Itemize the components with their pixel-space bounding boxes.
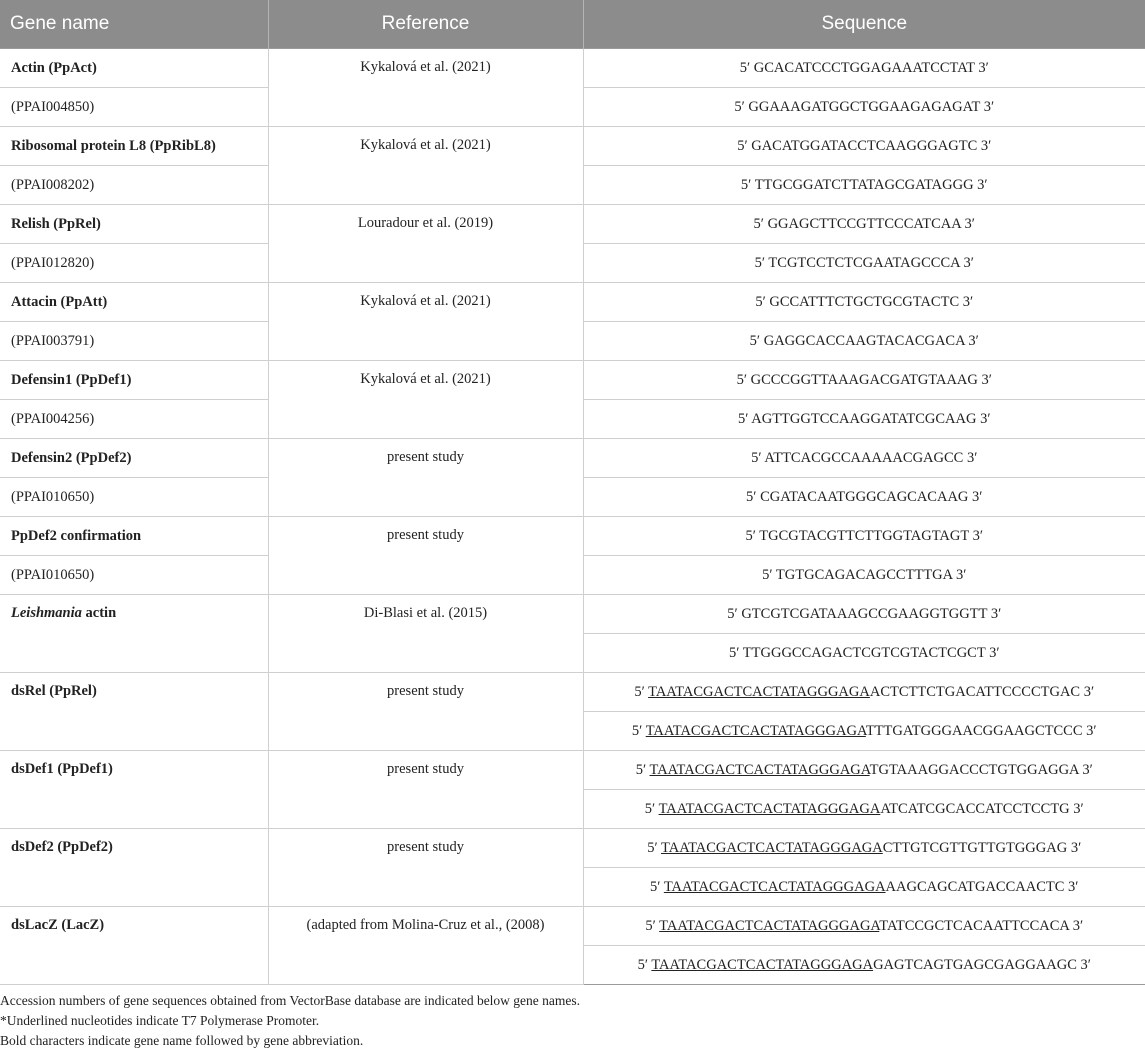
gene-name-rest: actin (81, 605, 117, 621)
sequence-text: GGAGCTTCCGTTCCCATCAA (767, 215, 961, 232)
sequence-text: TTGCGGATCTTATAGCGATAGGG (754, 176, 974, 193)
sequence-cell: 5′ TCGTCCTCTCGAATAGCCCA 3′ (583, 244, 1145, 283)
accession-number: (PPAI010650) (0, 556, 268, 595)
footnote-underline: *Underlined nucleotides indicate T7 Polymerase Promoter. (0, 1013, 320, 1028)
sequence-cell: 5′ TAATACGACTCACTATAGGGAGATGTAAAGGACCCTGTGGAGGA 3′ (583, 751, 1145, 790)
reference-cell: Kykalová et al. (2021) (268, 49, 583, 127)
sequence-text: CGATACAATGGGCAGCACAAG (760, 488, 969, 505)
table-row (0, 517, 1145, 556)
sequence-text: AAGCAGCATGACCAACTC (885, 878, 1065, 895)
t7-promoter: TAATACGACTCACTATAGGGAGA (659, 917, 880, 934)
sequence-cell: 5′ TAATACGACTCACTATAGGGAGAACTCTTCTGACATTCCCCTGAC 3′ (583, 673, 1145, 712)
table-footnotes (0, 985, 1145, 1051)
accession-number: (PPAI004850) (0, 88, 268, 127)
gene-name: Relish (PpRel) (0, 205, 268, 244)
gene-name: dsDef1 (PpDef1) (0, 751, 268, 829)
table-row (0, 439, 1145, 478)
gene-name (0, 595, 268, 673)
sequence-cell: 5′ GGAGCTTCCGTTCCCATCAA 3′ (583, 205, 1145, 244)
header-reference: Reference (268, 0, 583, 49)
table-row (0, 205, 1145, 244)
reference-cell: Kykalová et al. (2021) (268, 283, 583, 361)
sequence-text: TGTGCAGACAGCCTTTGA (775, 566, 953, 583)
accession-number: (PPAI010650) (0, 478, 268, 517)
gene-name-italic: Leishmania (11, 605, 82, 621)
sequence-text: ACTCTTCTGACATTCCCCTGAC (869, 683, 1081, 700)
reference-cell: Di-Blasi et al. (2015) (268, 595, 583, 673)
t7-promoter: TAATACGACTCACTATAGGGAGA (648, 683, 870, 700)
footnote-accession: Accession numbers of gene sequences obtained from VectorBase database are indicated below gene names. (0, 993, 581, 1008)
sequence-cell: 5′ TAATACGACTCACTATAGGGAGAAAGCAGCATGACCAACTC 3′ (583, 868, 1145, 907)
table-row (0, 673, 1145, 712)
gene-name: Defensin2 (PpDef2) (0, 439, 268, 478)
t7-promoter: TAATACGACTCACTATAGGGAGA (661, 839, 883, 856)
table-row (0, 907, 1145, 946)
sequence-cell: 5′ TGTGCAGACAGCCTTTGA 3′ (583, 556, 1145, 595)
table-row (0, 127, 1145, 166)
accession-number: (PPAI003791) (0, 322, 268, 361)
sequence-cell: 5′ AGTTGGTCCAAGGATATCGCAAG 3′ (583, 400, 1145, 439)
table-header-row (0, 0, 1145, 49)
sequence-text: CTTGTCGTTGTTGTGGGAG (882, 839, 1068, 856)
sequence-cell: 5′ TAATACGACTCACTATAGGGAGAGAGTCAGTGAGCGAGGAAGC 3′ (583, 946, 1145, 985)
reference-cell: Kykalová et al. (2021) (268, 361, 583, 439)
footnote-bold: Bold characters indicate gene name followed by gene abbreviation. (0, 1033, 364, 1048)
sequence-text: GAGGCACCAAGTACACGACA (763, 332, 965, 349)
sequence-text: GCCATTTCTGCTGCGTACTC (769, 293, 960, 310)
table-row (0, 283, 1145, 322)
sequence-text: TTTGATGGGAACGGAAGCTCCC (865, 722, 1083, 739)
reference-cell: present study (268, 751, 583, 829)
accession-number: (PPAI004256) (0, 400, 268, 439)
header-sequence: Sequence (583, 0, 1145, 49)
sequence-cell: 5′ TAATACGACTCACTATAGGGAGATATCCGCTCACAATTCCACA 3′ (583, 907, 1145, 946)
sequence-text: TATCCGCTCACAATTCCACA (879, 917, 1070, 934)
sequence-text: TGTAAAGGACCCTGTGGAGGA (869, 761, 1079, 778)
table-row (0, 751, 1145, 790)
sequence-text: GGAAAGATGGCTGGAAGAGAGAT (748, 98, 981, 115)
sequence-text: ATTCACGCCAAAAACGAGCC (764, 449, 964, 466)
reference-cell: present study (268, 439, 583, 517)
sequence-text: GACATGGATACCTCAAGGGAGTC (751, 137, 978, 154)
gene-name: Actin (PpAct) (0, 49, 268, 88)
reference-cell: Kykalová et al. (2021) (268, 127, 583, 205)
gene-name: dsLacZ (LacZ) (0, 907, 268, 985)
sequence-text: TCGTCCTCTCGAATAGCCCA (768, 254, 960, 271)
table-row (0, 829, 1145, 868)
sequence-cell: 5′ TGCGTACGTTCTTGGTAGTAGT 3′ (583, 517, 1145, 556)
reference-cell: present study (268, 829, 583, 907)
sequence-cell: 5′ GCCATTTCTGCTGCGTACTC 3′ (583, 283, 1145, 322)
sequence-cell: 5′ CGATACAATGGGCAGCACAAG 3′ (583, 478, 1145, 517)
sequence-cell: 5′ GTCGTCGATAAAGCCGAAGGTGGTT 3′ (583, 595, 1145, 634)
gene-name: PpDef2 confirmation (0, 517, 268, 556)
sequence-cell: 5′ GCCCGGTTAAAGACGATGTAAAG 3′ (583, 361, 1145, 400)
sequence-text: GCCCGGTTAAAGACGATGTAAAG (750, 371, 978, 388)
header-gene-name: Gene name (0, 0, 268, 49)
t7-promoter: TAATACGACTCACTATAGGGAGA (645, 722, 866, 739)
accession-number: (PPAI008202) (0, 166, 268, 205)
sequence-cell: 5′ GAGGCACCAAGTACACGACA 3′ (583, 322, 1145, 361)
sequence-text: GTCGTCGATAAAGCCGAAGGTGGTT (741, 605, 988, 622)
table-row (0, 595, 1145, 634)
t7-promoter: TAATACGACTCACTATAGGGAGA (658, 800, 881, 817)
sequence-cell: 5′ ATTCACGCCAAAAACGAGCC 3′ (583, 439, 1145, 478)
reference-cell: present study (268, 673, 583, 751)
sequence-cell: 5′ TTGCGGATCTTATAGCGATAGGG 3′ (583, 166, 1145, 205)
sequence-text: AGTTGGTCCAAGGATATCGCAAG (751, 410, 977, 427)
sequence-cell: 5′ TAATACGACTCACTATAGGGAGACTTGTCGTTGTTGTGGGAG 3′ (583, 829, 1145, 868)
gene-name: Ribosomal protein L8 (PpRibL8) (0, 127, 268, 166)
sequence-text: TGCGTACGTTCTTGGTAGTAGT (759, 527, 969, 544)
sequence-text: TTGGGCCAGACTCGTCGTACTCGCT (742, 644, 986, 661)
gene-name: dsRel (PpRel) (0, 673, 268, 751)
gene-name: dsDef2 (PpDef2) (0, 829, 268, 907)
sequence-text: GAGTCAGTGAGCGAGGAAGC (873, 956, 1077, 973)
t7-promoter: TAATACGACTCACTATAGGGAGA (651, 956, 874, 973)
reference-cell: (adapted from Molina-Cruz et al., (2008) (268, 907, 583, 985)
t7-promoter: TAATACGACTCACTATAGGGAGA (663, 878, 886, 895)
sequence-cell: 5′ TAATACGACTCACTATAGGGAGAATCATCGCACCATCCTCCTG 3′ (583, 790, 1145, 829)
sequence-text: GCACATCCCTGGAGAAATCCTAT (753, 59, 975, 76)
accession-number: (PPAI012820) (0, 244, 268, 283)
gene-name: Attacin (PpAtt) (0, 283, 268, 322)
reference-cell: present study (268, 517, 583, 595)
reference-cell: Louradour et al. (2019) (268, 205, 583, 283)
sequence-cell: 5′ GGAAAGATGGCTGGAAGAGAGAT 3′ (583, 88, 1145, 127)
table-row (0, 361, 1145, 400)
sequence-cell: 5′ TTGGGCCAGACTCGTCGTACTCGCT 3′ (583, 634, 1145, 673)
sequence-cell: 5′ TAATACGACTCACTATAGGGAGATTTGATGGGAACGGAAGCTCCC 3′ (583, 712, 1145, 751)
gene-name: Defensin1 (PpDef1) (0, 361, 268, 400)
t7-promoter: TAATACGACTCACTATAGGGAGA (649, 761, 870, 778)
table-row (0, 49, 1145, 88)
sequence-cell: 5′ GCACATCCCTGGAGAAATCCTAT 3′ (583, 49, 1145, 88)
sequence-cell: 5′ GACATGGATACCTCAAGGGAGTC 3′ (583, 127, 1145, 166)
sequence-text: ATCATCGCACCATCCTCCTG (880, 800, 1070, 817)
